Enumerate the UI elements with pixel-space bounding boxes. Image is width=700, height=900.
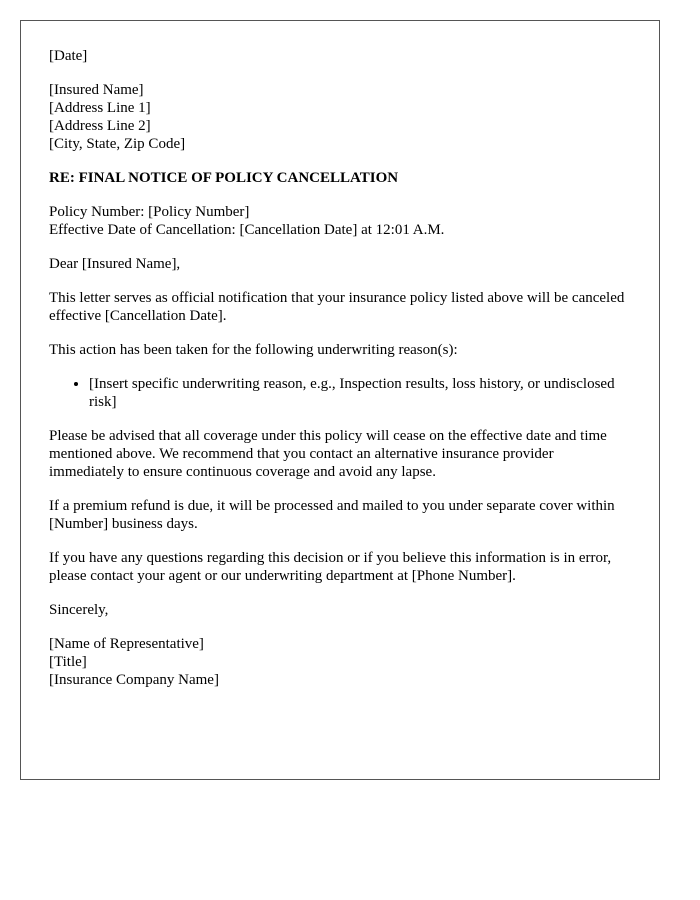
signature-company: [Insurance Company Name]	[49, 672, 219, 688]
recipient-city-state-zip: [City, State, Zip Code]	[49, 136, 186, 152]
policy-number: Policy Number: [Policy Number]	[49, 204, 250, 220]
recipient-address-line-1: [Address Line 1]	[49, 100, 151, 116]
paragraph-reasons-intro: This action has been taken for the following underwriting reason(s):	[49, 342, 458, 358]
recipient-address-block	[49, 81, 631, 153]
paragraph-refund: If a premium refund is due, it will be processed and mailed to you under separate cover within [Number] business days.	[49, 498, 615, 532]
policy-details	[49, 203, 631, 239]
recipient-address-line-2: [Address Line 2]	[49, 118, 151, 134]
signature-block	[49, 635, 631, 689]
paragraph-questions: If you have any questions regarding this decision or if you believe this information is in error, please contact your agent or our underwriting department at [Phone Number].	[49, 550, 612, 584]
reason-item: • [Insert specific underwriting reason, e.g., Inspection results, loss history, or undisclosed risk]	[89, 375, 631, 411]
salutation: Dear [Insured Name],	[49, 256, 181, 272]
signature-title: [Title]	[49, 654, 87, 670]
closing: Sincerely,	[49, 602, 109, 618]
signature-name: [Name of Representative]	[49, 636, 204, 652]
paragraph-coverage: Please be advised that all coverage under this policy will cease on the effective date and time mentioned above. We recommend that you contact an alternative insurance provider immediately to ensure continuous coverage and avoid any lapse.	[49, 428, 607, 480]
letter-page	[20, 20, 660, 780]
recipient-name: [Insured Name]	[49, 82, 144, 98]
effective-date: Effective Date of Cancellation: [Cancellation Date] at 12:01 A.M.	[49, 222, 445, 238]
paragraph-notification: This letter serves as official notification that your insurance policy listed above will be canceled effective [Cancellation Date].	[49, 290, 625, 324]
subject-heading: RE: FINAL NOTICE OF POLICY CANCELLATION	[49, 170, 399, 186]
reasons-list	[49, 375, 631, 411]
letter-date: [Date]	[49, 48, 88, 64]
